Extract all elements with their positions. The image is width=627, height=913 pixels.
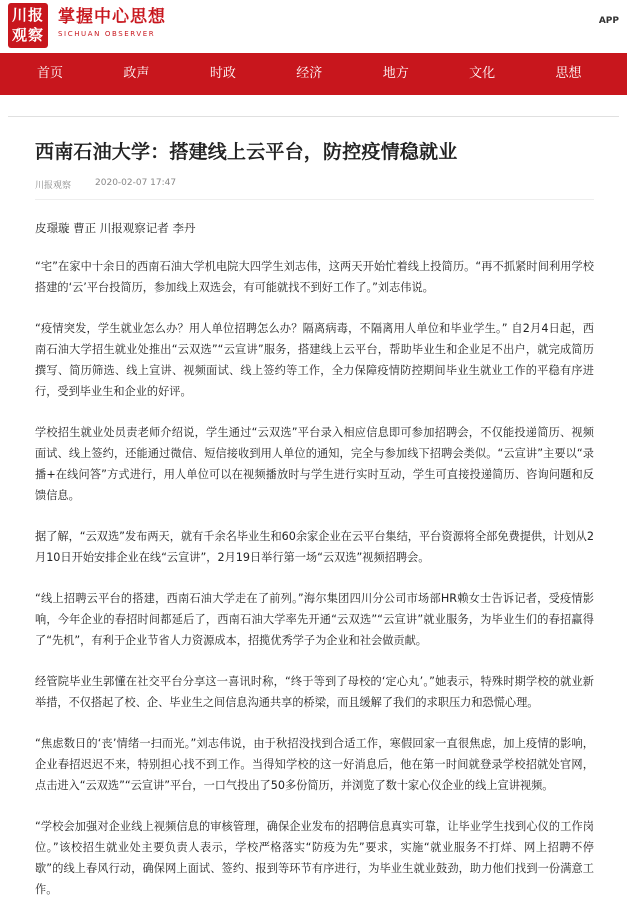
article-container [8,116,619,913]
nav-item-economy[interactable]: 经济 [296,66,323,81]
nav-item-current-affairs[interactable]: 时政 [209,66,236,81]
article-paragraph: “宅”在家中十余日的西南石油大学机电院大四学生刘志伟，这两天开始忙着线上投简历。“再不抓紧时间利用学校搭建的‘云’平台投简历，参加线上双选会，有可能就找不到好工作了。”刘志伟说。 [35,260,594,294]
article-paragraph: “疫情突发，学生就业怎么办？用人单位招聘怎么办？隔离病毒，不隔离用人单位和毕业学生。” 自2月4日起，西南石油大学招生就业处推出“云双选”“云宣讲”服务，搭建线上云平台，帮助毕业生和企业足不出户，就完成简历撰写、简历筛选、线上宣讲、视频面试、线上签约等工作，全力保障疫情防控期间毕业生就业工作的平稳有序进行，受到毕业生和企业的好评。 [35,322,594,398]
nav-item-local[interactable]: 地方 [382,66,409,81]
nav-item-home[interactable]: 首页 [37,66,64,81]
brand-subtitle: SICHUAN OBSERVER [58,30,156,38]
main-nav [0,53,627,95]
article-byline: 皮璟璇 曹正 川报观察记者 李丹 [35,221,196,235]
logo-line-2: 观察 [11,26,44,44]
article [8,139,619,900]
nav-item-thought[interactable]: 思想 [555,66,582,81]
article-timestamp: 2020-02-07 17:47 [95,178,177,188]
article-paragraph: 经管院毕业生郭懂在社交平台分享这一喜讯时称，“终于等到了母校的‘定心丸’。”她表示，特殊时期学校的就业新举措，不仅搭起了校、企、毕业生之间信息沟通共享的桥梁，而且缓解了我们的求职压力和恐慌心理。 [35,675,594,709]
article-paragraph: 学校招生就业处员责老师介绍说，学生通过“云双选”平台录入相应信息即可参加招聘会，不仅能投递简历、视频面试、线上签约，还能通过微信、短信接收到用人单位的通知，完全与参加线下招聘会类似。“云宣讲”主要以“录播+在线问答”方式进行，用人单位可以在视频播放时与学生进行实时互动，学生可直接投递简历、咨询问题和反馈信息。 [35,426,594,502]
site-header [0,0,627,53]
article-paragraph: “焦虑数日的‘丧’情绪一扫而光。”刘志伟说，由于秋招没找到合适工作，寒假回家一直很焦虑，加上疫情的影响，企业春招迟迟不来，特别担心找不到工作。当得知学校的这一好消息后，他在第一时间就登录学校招就处官网，点击进入“云双选”“云宣讲”平台，一口气投出了50多份简历，并浏览了数十家心仪企业的线上宣讲视频。 [35,737,594,792]
nav-item-politics-voice[interactable]: 政声 [123,66,150,81]
article-paragraph: 据了解，“云双选”发布两天，就有千余名毕业生和60余家企业在云平台集结，平台资源将全部免费提供，计划从2月10日开始安排企业在线“云宣讲”，2月19日举行第一场“云双选”视频招聘会。 [35,530,594,564]
article-title: 西南石油大学：搭建线上云平台，防控疫情稳就业 [35,141,458,163]
brand [58,6,166,38]
article-source[interactable]: 川报观察 [35,181,72,191]
logo-line-1: 川报 [11,6,44,24]
nav-item-culture[interactable]: 文化 [469,66,496,81]
article-paragraph: “线上招聘云平台的搭建，西南石油大学走在了前列。”海尔集团四川分公司市场部HR赖女士告诉记者，受疫情影响，今年企业的春招时间都延后了，西南石油大学率先开通“云双选”“云宣讲”就业服务，为毕业生们的春招赢得了“先机”，有利于企业节省人力资源成本，招揽优秀学子为企业和社会做贡献。 [35,592,594,647]
article-paragraph: “学校会加强对企业线上视频信息的审核管理，确保企业发布的招聘信息真实可靠，让毕业学生找到心仪的工作岗位。”该校招生就业处主要负责人表示，学校严格落实“防疫为先”要求，实施“就业服务不打烊、网上招聘不停歇”的线上春风行动，确保网上面试、签约、报到等环节有序进行，为毕业生就业鼓劲，助力他们找到一份满意工作。 [35,820,594,896]
brand-title: 掌握中心思想 [58,7,166,27]
article-meta [35,178,594,191]
app-link[interactable]: APP [598,16,619,26]
site-logo[interactable] [8,3,48,48]
meta-divider [35,199,594,200]
